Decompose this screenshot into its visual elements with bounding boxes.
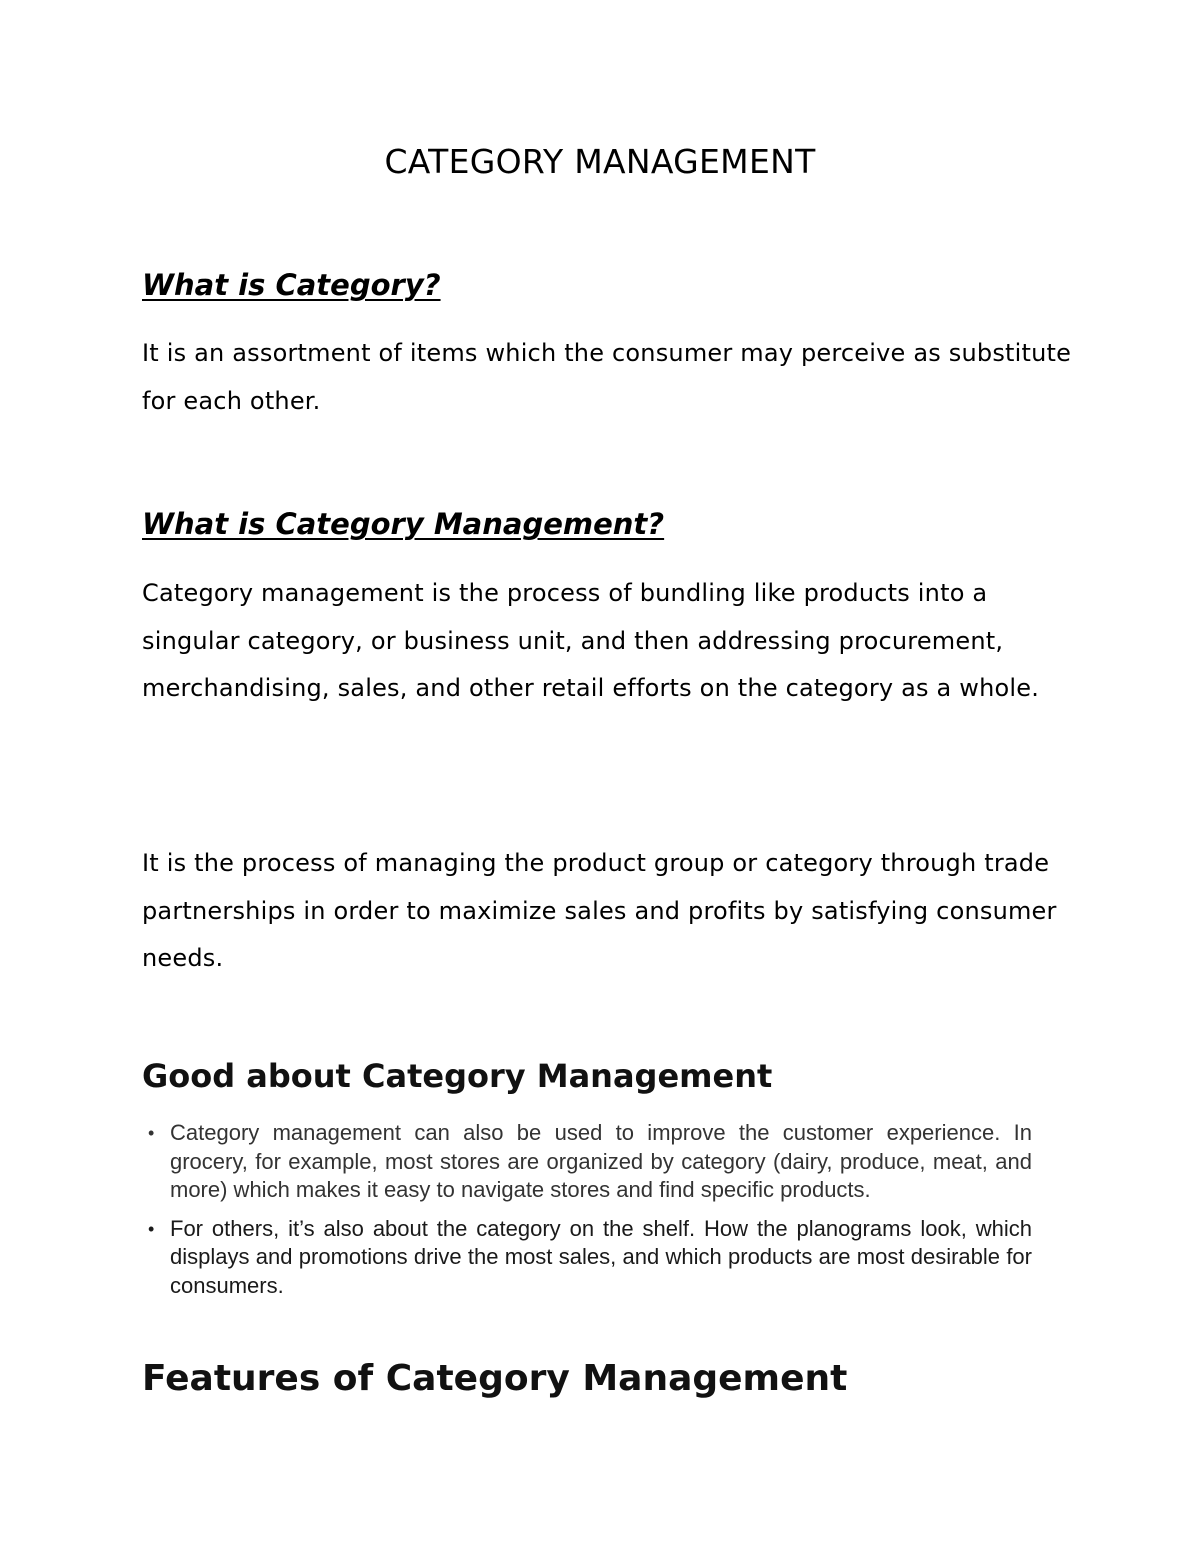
document-title: CATEGORY MANAGEMENT xyxy=(384,142,816,181)
list-item xyxy=(148,1215,1032,1301)
list-item xyxy=(148,1119,1032,1205)
heading-what-is-category: What is Category? xyxy=(142,268,441,302)
paragraph-category-management-definition: Category management is the process of bundling like products into a singular category, or business unit, and then addressing procurement, merchandising, sales, and other retail efforts on the category as a whole. xyxy=(142,579,1040,702)
bullet-text: Category management can also be used to improve the customer experience. In grocery, for example, most stores are organized by category (dairy, produce, meat, and more) which makes it easy to navigate stores and find specific products. xyxy=(170,1120,1032,1202)
heading-what-is-category-management: What is Category Management? xyxy=(142,507,665,541)
bullet-icon: • xyxy=(148,1218,155,1239)
bullet-icon: • xyxy=(148,1123,155,1143)
heading-good-about-category-management: Good about Category Management xyxy=(142,1057,773,1095)
heading-features-of-category-management: Features of Category Management xyxy=(142,1358,848,1399)
paragraph-category-definition: It is an assortment of items which the consumer may perceive as substitute for each other. xyxy=(142,339,1072,415)
bullet-text: For others, it’s also about the category on the shelf. How the planograms look, which displays and promotions drive the most sales, and which products are most desirable for consumers. xyxy=(170,1215,1032,1298)
good-about-bullet-list xyxy=(148,1119,1032,1310)
paragraph-category-management-process: It is the process of managing the product group or category through trade partnerships in order to maximize sales and profits by satisfying consumer needs. xyxy=(142,849,1057,972)
